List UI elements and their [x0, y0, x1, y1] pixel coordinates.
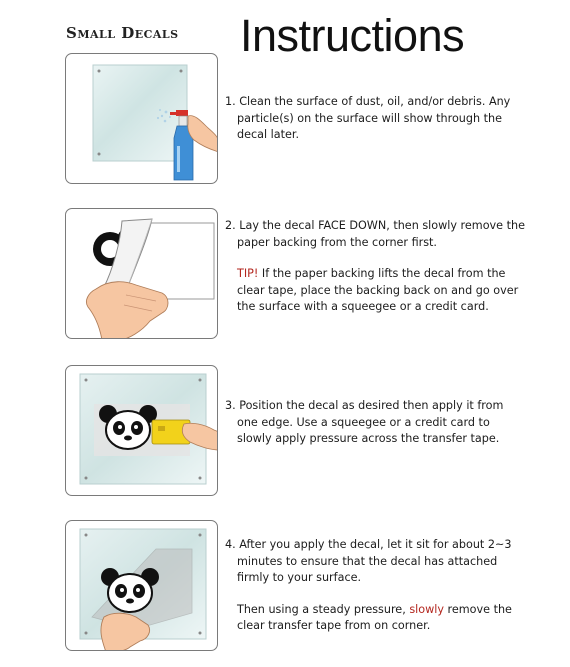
step-4-illustration: [65, 520, 218, 651]
step-1-text: 1. Clean the surface of dust, oil, and/or debris. Any particle(s) on the surface will show through the decal later.: [225, 95, 511, 141]
followup-emphasis: slowly: [409, 602, 444, 616]
tip-label: TIP!: [237, 267, 259, 280]
step-2-illustration: [65, 208, 218, 339]
step-3-text: 3. Position the decal as desired then apply it from one edge. Use a squeegee or a credit card to slowly apply pressure across the transfer tape.: [225, 399, 504, 445]
step-3-illustration: [65, 365, 218, 496]
step-4-text: 4. After you apply the decal, let it sit for about 2~3 minutes to ensure that the decal has attached firmly to your surface. Then using a steady pressure, slowly remove the clear transfer tape from on corner.: [225, 538, 512, 632]
followup-text-before: Then using a steady pressure,: [237, 602, 410, 616]
step-1-illustration: [65, 53, 218, 184]
step-2-text: 2. Lay the decal FACE DOWN, then slowly remove the paper backing from the corner first. TIP! If the paper backing lifts the decal from the clear tape, place the backing back on and go over the surface with a squeegee or a credit card.: [225, 219, 525, 313]
tip-text: If the paper backing lifts the decal from the clear tape, place the backing back on and go over the surface with a squeegee or a credit card.: [237, 267, 519, 313]
followup-text-after: remove the clear transfer tape from on corner.: [237, 602, 512, 632]
brand-logo: Small Decals: [66, 24, 179, 42]
page-title: Instructions: [240, 10, 465, 61]
